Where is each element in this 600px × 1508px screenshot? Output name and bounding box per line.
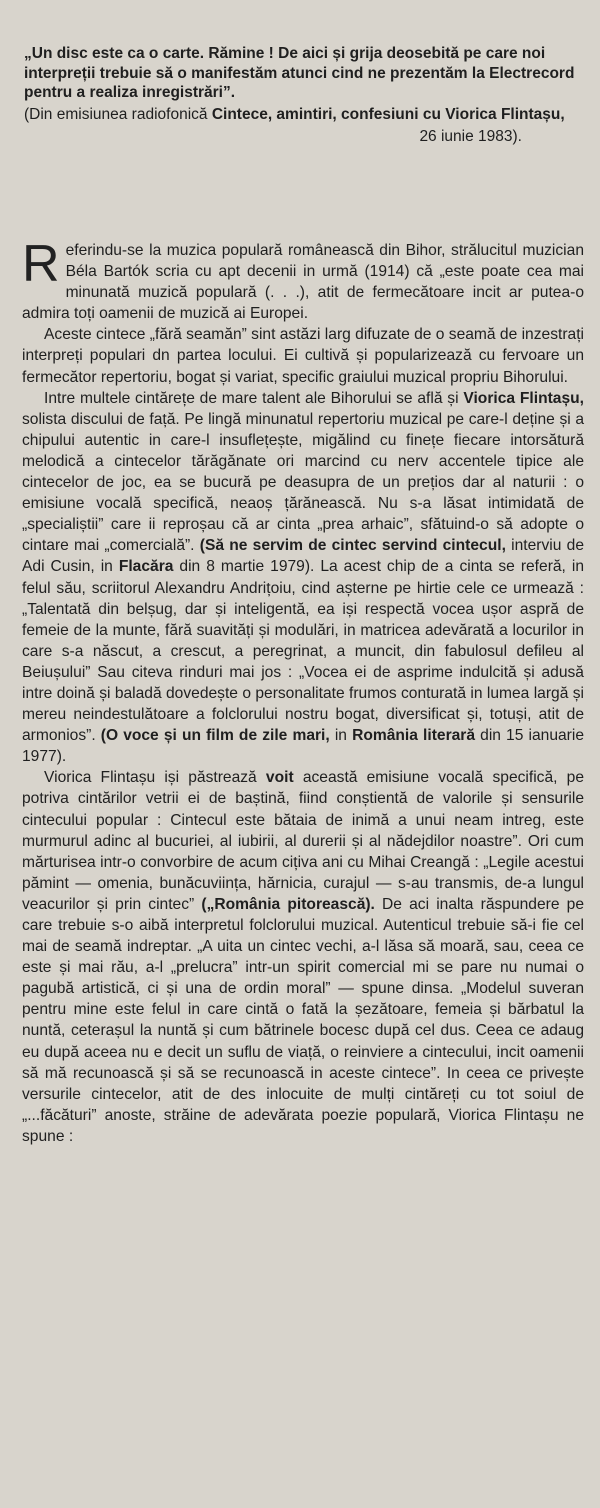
paragraph-4-text-b: această emisiune vocală specifică, pe potriva cintărilor vetrii ei de baștină, fiind conștientă de valorile și sensurile cintecului popular : Cintecul este bătaia de inimă a unui neam intreg, este murmurul adinc al bucuriei, al iubirii, al durerii și al nădejdilor noastre”. Ori cum mărturisea intr-o convorbire de acum cițiva ani cu Mihai Creangă : „Legile acestui pămint — omenia, bunăcuviința, hărnicia, curajul — s-au transmis, de-a lungul veacurilor și prin cintec” (22, 769, 584, 913)
paragraph-4-text-a: Viorica Flintașu iși păstrează (44, 769, 266, 787)
paragraph-2: Aceste cintece „fără seamăn” sint astăzi larg difuzate de o seamă de inzestrați interpreți populari dn partea locului. Ei cultivă și popularizează cu fervoare un fermecător repertoriu, bogat și variat, specific graiului muzical propriu Bihorului. (22, 326, 584, 386)
paragraph-1 (22, 235, 584, 324)
epigraph-source-prefix: (Din emisiunea radiofonică (24, 105, 212, 123)
epigraph-source (24, 105, 584, 147)
paragraph-3-text-a: Intre multele cintărețe de mare talent ale Bihorului se află și (44, 389, 464, 407)
publication-romania-literara: România literară (352, 727, 476, 745)
article-body (22, 235, 585, 1147)
paragraph-3-text-d: din 8 martie 1979). La acest chip de a cinta se referă, in felul său, scriitorul Alexandru Andrițoiu, cind așterne pe hirtie cele ce urmează : „Talentată din belșug, dar și inteligentă, ea iși respectă vocea ușor aspră de femeie de la munte, fără suavități și modulări, in matricea adevărată a locurilor in care s-a născut, a crescut, a peregrinat, a muncit, din fabulosul defileu al Beiușului” Sau citeva rinduri mai jos : „Vocea ei de asprime indulcită și adusă intre doină și baladă dovedește o personalitate frumos conturată in lumea largă și mereu neindestulătoare a folclorului nostru bogat, diversificat și, totuși, atit de armonios”. (22, 558, 585, 745)
drop-cap: R (22, 235, 60, 293)
emphasis-voit: voit (265, 769, 294, 787)
paragraph-1-text: eferindu-se la muzica populară românească din Bihor, strălucitul muzician Béla Bartók scria cu apt decenii in urmă (1914) că „este poate cea mai minunată muzică populară (. . .), atit de fermecătoare incit ar putea-o admira toți oamenii de muzică ai Europei. (22, 242, 584, 323)
paragraph-3-text-e: in (329, 727, 353, 745)
singer-name: Viorica Flintașu, (463, 389, 584, 407)
reference-article: (O voce și un film de zile mari, (100, 727, 330, 745)
epigraph-source-title: Cintece, amintiri, confesiuni cu Viorica Flintașu, (211, 105, 565, 123)
publication-flacara: Flacăra (118, 558, 174, 576)
paragraph-4-text-c: De aci inalta răspundere pe care trebuie s-o aibă interpretul folclorului muzical. Autenticul trebuie să-i fie cel mai de seamă indreptar. „A uita un cintec vechi, a-l lăsa să moară, sau, ceea ce este și mai rău, a-l „prelucra” intr-un spirit comercial mi se pare nu numai o pagubă artistică, ci și una de ordin moral” — spune dinsa. „Modelul suveran pentru mine este felul in care cintă o fată la șezătoare, femeia și bărbatul la nuntă, ceterașul la nuntă și cum bătrinele bocesc după cel dus. Ceea ce adaug eu după aceea nu e decit un suflu de viață, o reinviere a cintecului, incit oamenii să mă recunoască și să se recunoască in aceste cintece”. In ceea ce privește versurile cintecelor, atit de des inlocuite de mulți cintăreți cu tot soiul de „...făcături” anoste, străine de adevărata poezie populară, Viorica Flintașu ne spune : (22, 895, 585, 1145)
epigraph-quote: „Un disc este ca o carte. Rămine ! De aici și grija deosebită pe care noi interpreții trebuie să o manifestăm atunci cind ne prezentăm la Electrecord pentru a realiza inregistrări”. (24, 45, 575, 101)
epigraph (24, 44, 584, 147)
reference-romania-pitoreasca: („România pitorească). (201, 895, 375, 913)
paragraph-3-text-c: interviu de Adi Cusin, in (22, 537, 584, 576)
paragraph-3-text-b: solista discului de față. Pe lingă minunatul repertoriu muzical pe care-l deține și a chipului autentic in care-l insuflețește, migălind cu finețe fiecare intorsătură melodică a cintecelor tărăgănate ori marcind cu nerv accentele tipice ale cintecelor de joc, ea se bucură pe deasupra de un prețios dar al naturii : o emisiune vocală specifică, neaoș țărănească. Nu s-a lăsat intimidată de „specialiștii” care ii reproșau că ar cinta „prea arhaic”, sfătuind-o să adopte o cintare mai „comercială”. (22, 410, 584, 555)
paragraph-3-text-f: din 15 ianuarie 1977). (22, 727, 584, 766)
paragraph-3 (22, 388, 584, 768)
reference-interview: (Să ne servim de cintec servind cintecul, (199, 537, 506, 555)
epigraph-date: 26 iunie 1983). (419, 128, 522, 145)
paragraph-4 (22, 767, 584, 1147)
